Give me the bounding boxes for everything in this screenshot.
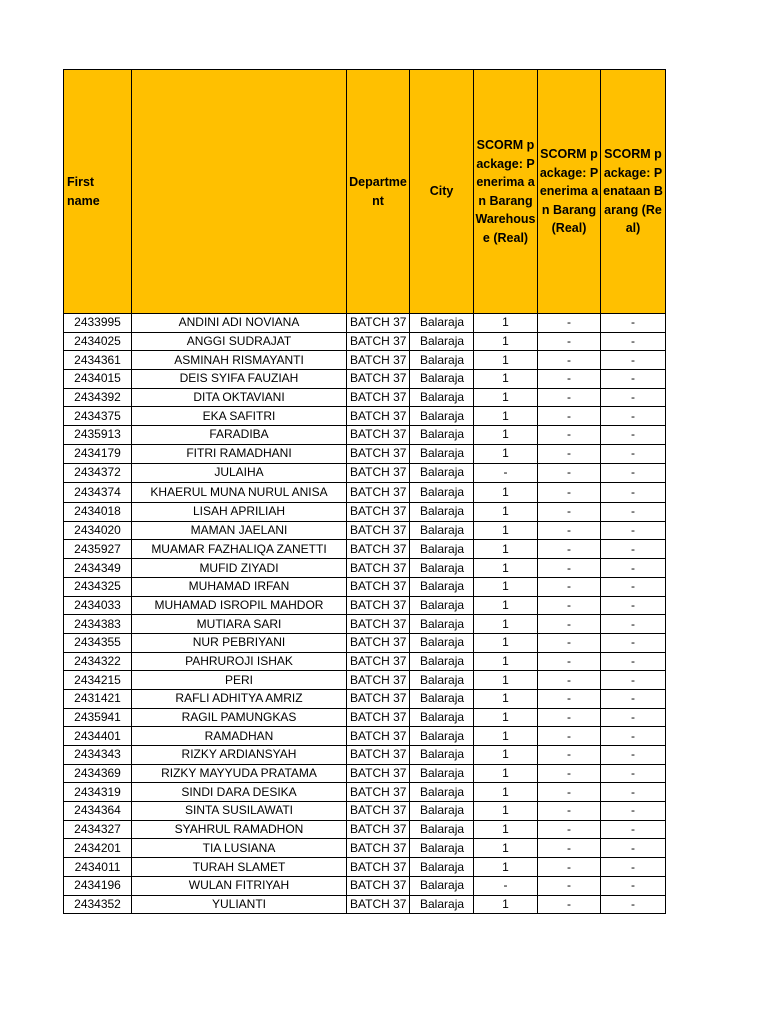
cell-city: Balaraja <box>410 727 474 746</box>
cell-id: 2434401 <box>64 727 132 746</box>
cell-department: BATCH 37 <box>347 463 410 483</box>
cell-name: SINTA SUSILAWATI <box>132 802 347 821</box>
cell-department: BATCH 37 <box>347 839 410 858</box>
cell-id: 2434355 <box>64 633 132 652</box>
cell-scorm-penerimaan-barang: - <box>538 727 601 746</box>
cell-scorm-penataan-barang: - <box>601 783 666 802</box>
cell-department: BATCH 37 <box>347 332 410 351</box>
cell-scorm-penataan-barang: - <box>601 615 666 634</box>
cell-scorm-penataan-barang: - <box>601 370 666 389</box>
cell-city: Balaraja <box>410 895 474 914</box>
header-name <box>132 70 347 314</box>
cell-scorm-penerimaan-barang-warehouse: 1 <box>474 332 538 351</box>
cell-city: Balaraja <box>410 370 474 389</box>
cell-city: Balaraja <box>410 746 474 765</box>
cell-scorm-penerimaan-barang-warehouse: 1 <box>474 689 538 708</box>
cell-scorm-penataan-barang: - <box>601 332 666 351</box>
cell-id: 2434375 <box>64 407 132 426</box>
cell-scorm-penerimaan-barang-warehouse: 1 <box>474 858 538 877</box>
cell-city: Balaraja <box>410 671 474 690</box>
cell-scorm-penerimaan-barang-warehouse: 1 <box>474 577 538 596</box>
cell-department: BATCH 37 <box>347 895 410 914</box>
cell-city: Balaraja <box>410 633 474 652</box>
cell-scorm-penataan-barang: - <box>601 559 666 578</box>
table-body <box>64 314 666 914</box>
cell-department: BATCH 37 <box>347 483 410 503</box>
cell-scorm-penerimaan-barang: - <box>538 577 601 596</box>
header-scorm-penataan-barang: SCORM package: Penataan Barang (Real) <box>601 70 666 314</box>
cell-city: Balaraja <box>410 444 474 463</box>
cell-city: Balaraja <box>410 858 474 877</box>
cell-scorm-penerimaan-barang: - <box>538 314 601 333</box>
cell-city: Balaraja <box>410 314 474 333</box>
cell-scorm-penerimaan-barang-warehouse: 1 <box>474 746 538 765</box>
cell-department: BATCH 37 <box>347 802 410 821</box>
table-row <box>64 633 666 652</box>
cell-id: 2434392 <box>64 388 132 407</box>
cell-city: Balaraja <box>410 407 474 426</box>
cell-department: BATCH 37 <box>347 746 410 765</box>
table-row <box>64 351 666 370</box>
cell-city: Balaraja <box>410 521 474 540</box>
table-row <box>64 764 666 783</box>
cell-scorm-penerimaan-barang-warehouse: 1 <box>474 370 538 389</box>
cell-scorm-penerimaan-barang: - <box>538 839 601 858</box>
cell-department: BATCH 37 <box>347 727 410 746</box>
table-row <box>64 652 666 671</box>
cell-name: YULIANTI <box>132 895 347 914</box>
cell-name: MUFID ZIYADI <box>132 559 347 578</box>
cell-scorm-penataan-barang: - <box>601 746 666 765</box>
cell-scorm-penerimaan-barang: - <box>538 332 601 351</box>
cell-scorm-penataan-barang: - <box>601 351 666 370</box>
table-row <box>64 463 666 483</box>
cell-city: Balaraja <box>410 426 474 445</box>
cell-scorm-penerimaan-barang: - <box>538 858 601 877</box>
cell-scorm-penataan-barang: - <box>601 895 666 914</box>
table-row <box>64 540 666 559</box>
cell-department: BATCH 37 <box>347 314 410 333</box>
cell-scorm-penerimaan-barang-warehouse: - <box>474 463 538 483</box>
cell-scorm-penerimaan-barang: - <box>538 895 601 914</box>
table-row <box>64 314 666 333</box>
cell-name: EKA SAFITRI <box>132 407 347 426</box>
table-row <box>64 577 666 596</box>
cell-scorm-penerimaan-barang: - <box>538 689 601 708</box>
cell-scorm-penataan-barang: - <box>601 388 666 407</box>
header-first-name: First name <box>64 70 132 314</box>
cell-department: BATCH 37 <box>347 764 410 783</box>
cell-department: BATCH 37 <box>347 671 410 690</box>
table-row <box>64 503 666 522</box>
cell-id: 2434352 <box>64 895 132 914</box>
cell-city: Balaraja <box>410 503 474 522</box>
cell-scorm-penerimaan-barang: - <box>538 426 601 445</box>
cell-id: 2434201 <box>64 839 132 858</box>
header-department: Departme nt <box>347 70 410 314</box>
cell-scorm-penerimaan-barang: - <box>538 671 601 690</box>
cell-name: PERI <box>132 671 347 690</box>
cell-department: BATCH 37 <box>347 633 410 652</box>
cell-city: Balaraja <box>410 652 474 671</box>
cell-city: Balaraja <box>410 615 474 634</box>
cell-scorm-penerimaan-barang-warehouse: 1 <box>474 633 538 652</box>
cell-id: 2434349 <box>64 559 132 578</box>
cell-city: Balaraja <box>410 388 474 407</box>
cell-name: JULAIHA <box>132 463 347 483</box>
cell-department: BATCH 37 <box>347 540 410 559</box>
cell-name: TIA LUSIANA <box>132 839 347 858</box>
training-report-table <box>63 69 666 914</box>
cell-id: 2431421 <box>64 689 132 708</box>
table-row <box>64 671 666 690</box>
cell-scorm-penerimaan-barang-warehouse: 1 <box>474 596 538 615</box>
cell-name: RAFLI ADHITYA AMRIZ <box>132 689 347 708</box>
cell-scorm-penataan-barang: - <box>601 521 666 540</box>
cell-department: BATCH 37 <box>347 503 410 522</box>
cell-scorm-penerimaan-barang: - <box>538 820 601 839</box>
cell-name: RAMADHAN <box>132 727 347 746</box>
cell-city: Balaraja <box>410 351 474 370</box>
cell-scorm-penataan-barang: - <box>601 444 666 463</box>
cell-scorm-penerimaan-barang-warehouse: 1 <box>474 351 538 370</box>
cell-department: BATCH 37 <box>347 521 410 540</box>
table-row <box>64 689 666 708</box>
cell-department: BATCH 37 <box>347 689 410 708</box>
cell-department: BATCH 37 <box>347 596 410 615</box>
cell-id: 2434322 <box>64 652 132 671</box>
cell-department: BATCH 37 <box>347 351 410 370</box>
cell-department: BATCH 37 <box>347 615 410 634</box>
cell-name: LISAH APRILIAH <box>132 503 347 522</box>
table-row <box>64 370 666 389</box>
table-row <box>64 615 666 634</box>
header-scorm-penerimaan-barang: SCORM package: Penerima an Barang (Real) <box>538 70 601 314</box>
table-row <box>64 876 666 895</box>
cell-scorm-penataan-barang: - <box>601 708 666 727</box>
cell-id: 2434196 <box>64 876 132 895</box>
cell-scorm-penerimaan-barang-warehouse: 1 <box>474 503 538 522</box>
cell-scorm-penerimaan-barang: - <box>538 351 601 370</box>
cell-city: Balaraja <box>410 483 474 503</box>
cell-scorm-penerimaan-barang: - <box>538 783 601 802</box>
cell-name: ASMINAH RISMAYANTI <box>132 351 347 370</box>
cell-department: BATCH 37 <box>347 858 410 877</box>
cell-city: Balaraja <box>410 332 474 351</box>
cell-department: BATCH 37 <box>347 652 410 671</box>
cell-name: MUTIARA SARI <box>132 615 347 634</box>
table-header <box>64 70 666 314</box>
cell-name: WULAN FITRIYAH <box>132 876 347 895</box>
cell-name: RAGIL PAMUNGKAS <box>132 708 347 727</box>
table-row <box>64 820 666 839</box>
cell-id: 2435927 <box>64 540 132 559</box>
cell-id: 2434011 <box>64 858 132 877</box>
cell-city: Balaraja <box>410 540 474 559</box>
cell-scorm-penerimaan-barang-warehouse: 1 <box>474 820 538 839</box>
cell-scorm-penataan-barang: - <box>601 503 666 522</box>
cell-id: 2434369 <box>64 764 132 783</box>
cell-department: BATCH 37 <box>347 820 410 839</box>
cell-id: 2434327 <box>64 820 132 839</box>
cell-name: TURAH SLAMET <box>132 858 347 877</box>
cell-scorm-penataan-barang: - <box>601 858 666 877</box>
cell-scorm-penerimaan-barang-warehouse: 1 <box>474 559 538 578</box>
cell-scorm-penerimaan-barang: - <box>538 444 601 463</box>
table-row <box>64 388 666 407</box>
cell-city: Balaraja <box>410 559 474 578</box>
cell-scorm-penerimaan-barang: - <box>538 370 601 389</box>
cell-scorm-penataan-barang: - <box>601 876 666 895</box>
table-row <box>64 332 666 351</box>
cell-scorm-penerimaan-barang: - <box>538 615 601 634</box>
cell-scorm-penerimaan-barang: - <box>538 633 601 652</box>
table-row <box>64 802 666 821</box>
cell-scorm-penerimaan-barang: - <box>538 559 601 578</box>
cell-scorm-penataan-barang: - <box>601 540 666 559</box>
cell-name: FITRI RAMADHANI <box>132 444 347 463</box>
cell-id: 2434383 <box>64 615 132 634</box>
cell-name: SYAHRUL RAMADHON <box>132 820 347 839</box>
cell-scorm-penataan-barang: - <box>601 727 666 746</box>
cell-scorm-penerimaan-barang: - <box>538 764 601 783</box>
cell-scorm-penerimaan-barang: - <box>538 708 601 727</box>
table-row <box>64 426 666 445</box>
cell-scorm-penataan-barang: - <box>601 802 666 821</box>
cell-id: 2434033 <box>64 596 132 615</box>
cell-name: NUR PEBRIYANI <box>132 633 347 652</box>
cell-name: RIZKY MAYYUDA PRATAMA <box>132 764 347 783</box>
cell-scorm-penerimaan-barang-warehouse: 1 <box>474 839 538 858</box>
cell-scorm-penerimaan-barang-warehouse: 1 <box>474 540 538 559</box>
table-row <box>64 521 666 540</box>
cell-scorm-penerimaan-barang-warehouse: 1 <box>474 802 538 821</box>
cell-scorm-penerimaan-barang-warehouse: 1 <box>474 314 538 333</box>
cell-name: MUHAMAD IRFAN <box>132 577 347 596</box>
header-city: City <box>410 70 474 314</box>
cell-department: BATCH 37 <box>347 444 410 463</box>
cell-city: Balaraja <box>410 596 474 615</box>
cell-scorm-penataan-barang: - <box>601 689 666 708</box>
cell-scorm-penerimaan-barang-warehouse: 1 <box>474 483 538 503</box>
cell-id: 2434343 <box>64 746 132 765</box>
cell-id: 2434025 <box>64 332 132 351</box>
cell-scorm-penerimaan-barang: - <box>538 746 601 765</box>
cell-department: BATCH 37 <box>347 876 410 895</box>
table-row <box>64 858 666 877</box>
cell-city: Balaraja <box>410 820 474 839</box>
cell-scorm-penataan-barang: - <box>601 426 666 445</box>
cell-scorm-penerimaan-barang: - <box>538 876 601 895</box>
cell-scorm-penerimaan-barang: - <box>538 540 601 559</box>
cell-city: Balaraja <box>410 802 474 821</box>
cell-city: Balaraja <box>410 463 474 483</box>
cell-scorm-penerimaan-barang: - <box>538 407 601 426</box>
table-row <box>64 783 666 802</box>
cell-department: BATCH 37 <box>347 783 410 802</box>
cell-city: Balaraja <box>410 764 474 783</box>
cell-name: ANDINI ADI NOVIANA <box>132 314 347 333</box>
cell-id: 2434018 <box>64 503 132 522</box>
table-row <box>64 559 666 578</box>
cell-city: Balaraja <box>410 839 474 858</box>
cell-scorm-penataan-barang: - <box>601 483 666 503</box>
cell-department: BATCH 37 <box>347 559 410 578</box>
cell-scorm-penerimaan-barang: - <box>538 463 601 483</box>
cell-name: MUAMAR FAZHALIQA ZANETTI <box>132 540 347 559</box>
cell-id: 2435913 <box>64 426 132 445</box>
header-scorm-penerimaan-barang-warehouse: SCORM package: Penerima an Barang Warehous e (Real) <box>474 70 538 314</box>
cell-name: DEIS SYIFA FAUZIAH <box>132 370 347 389</box>
cell-scorm-penerimaan-barang: - <box>538 483 601 503</box>
cell-name: DITA OKTAVIANI <box>132 388 347 407</box>
cell-name: MAMAN JAELANI <box>132 521 347 540</box>
cell-scorm-penataan-barang: - <box>601 820 666 839</box>
cell-city: Balaraja <box>410 577 474 596</box>
cell-id: 2434020 <box>64 521 132 540</box>
table-row <box>64 746 666 765</box>
cell-id: 2434319 <box>64 783 132 802</box>
table-row <box>64 839 666 858</box>
cell-scorm-penerimaan-barang-warehouse: 1 <box>474 426 538 445</box>
cell-scorm-penataan-barang: - <box>601 577 666 596</box>
cell-scorm-penataan-barang: - <box>601 314 666 333</box>
cell-id: 2435941 <box>64 708 132 727</box>
cell-scorm-penerimaan-barang-warehouse: 1 <box>474 708 538 727</box>
cell-scorm-penerimaan-barang: - <box>538 503 601 522</box>
cell-id: 2434179 <box>64 444 132 463</box>
cell-scorm-penataan-barang: - <box>601 839 666 858</box>
cell-scorm-penataan-barang: - <box>601 633 666 652</box>
cell-name: MUHAMAD ISROPIL MAHDOR <box>132 596 347 615</box>
cell-scorm-penerimaan-barang-warehouse: 1 <box>474 764 538 783</box>
cell-department: BATCH 37 <box>347 388 410 407</box>
cell-department: BATCH 37 <box>347 370 410 389</box>
cell-name: KHAERUL MUNA NURUL ANISA <box>132 483 347 503</box>
table-row <box>64 895 666 914</box>
cell-id: 2434361 <box>64 351 132 370</box>
cell-name: ANGGI SUDRAJAT <box>132 332 347 351</box>
cell-id: 2433995 <box>64 314 132 333</box>
cell-scorm-penerimaan-barang-warehouse: 1 <box>474 407 538 426</box>
cell-scorm-penataan-barang: - <box>601 596 666 615</box>
cell-id: 2434015 <box>64 370 132 389</box>
cell-scorm-penerimaan-barang-warehouse: 1 <box>474 727 538 746</box>
cell-city: Balaraja <box>410 708 474 727</box>
cell-department: BATCH 37 <box>347 708 410 727</box>
cell-scorm-penerimaan-barang: - <box>538 652 601 671</box>
table-row <box>64 596 666 615</box>
cell-scorm-penerimaan-barang: - <box>538 388 601 407</box>
table-row <box>64 407 666 426</box>
table-row <box>64 483 666 503</box>
cell-id: 2434215 <box>64 671 132 690</box>
cell-name: PAHRUROJI ISHAK <box>132 652 347 671</box>
cell-id: 2434374 <box>64 483 132 503</box>
cell-scorm-penerimaan-barang-warehouse: - <box>474 876 538 895</box>
cell-scorm-penataan-barang: - <box>601 407 666 426</box>
cell-city: Balaraja <box>410 783 474 802</box>
cell-city: Balaraja <box>410 689 474 708</box>
cell-id: 2434364 <box>64 802 132 821</box>
cell-scorm-penerimaan-barang: - <box>538 521 601 540</box>
cell-scorm-penerimaan-barang-warehouse: 1 <box>474 521 538 540</box>
cell-scorm-penataan-barang: - <box>601 671 666 690</box>
cell-scorm-penataan-barang: - <box>601 463 666 483</box>
table-row <box>64 708 666 727</box>
cell-city: Balaraja <box>410 876 474 895</box>
cell-department: BATCH 37 <box>347 407 410 426</box>
header-row <box>64 70 666 314</box>
cell-scorm-penerimaan-barang: - <box>538 596 601 615</box>
cell-name: SINDI DARA DESIKA <box>132 783 347 802</box>
cell-scorm-penerimaan-barang-warehouse: 1 <box>474 783 538 802</box>
cell-scorm-penerimaan-barang: - <box>538 802 601 821</box>
cell-department: BATCH 37 <box>347 426 410 445</box>
cell-scorm-penataan-barang: - <box>601 652 666 671</box>
cell-department: BATCH 37 <box>347 577 410 596</box>
cell-id: 2434325 <box>64 577 132 596</box>
table-row <box>64 444 666 463</box>
cell-scorm-penerimaan-barang-warehouse: 1 <box>474 388 538 407</box>
cell-scorm-penerimaan-barang-warehouse: 1 <box>474 444 538 463</box>
cell-name: FARADIBA <box>132 426 347 445</box>
cell-scorm-penerimaan-barang-warehouse: 1 <box>474 671 538 690</box>
cell-scorm-penerimaan-barang-warehouse: 1 <box>474 895 538 914</box>
cell-scorm-penerimaan-barang-warehouse: 1 <box>474 615 538 634</box>
cell-name: RIZKY ARDIANSYAH <box>132 746 347 765</box>
table-row <box>64 727 666 746</box>
cell-id: 2434372 <box>64 463 132 483</box>
cell-scorm-penerimaan-barang-warehouse: 1 <box>474 652 538 671</box>
cell-scorm-penataan-barang: - <box>601 764 666 783</box>
